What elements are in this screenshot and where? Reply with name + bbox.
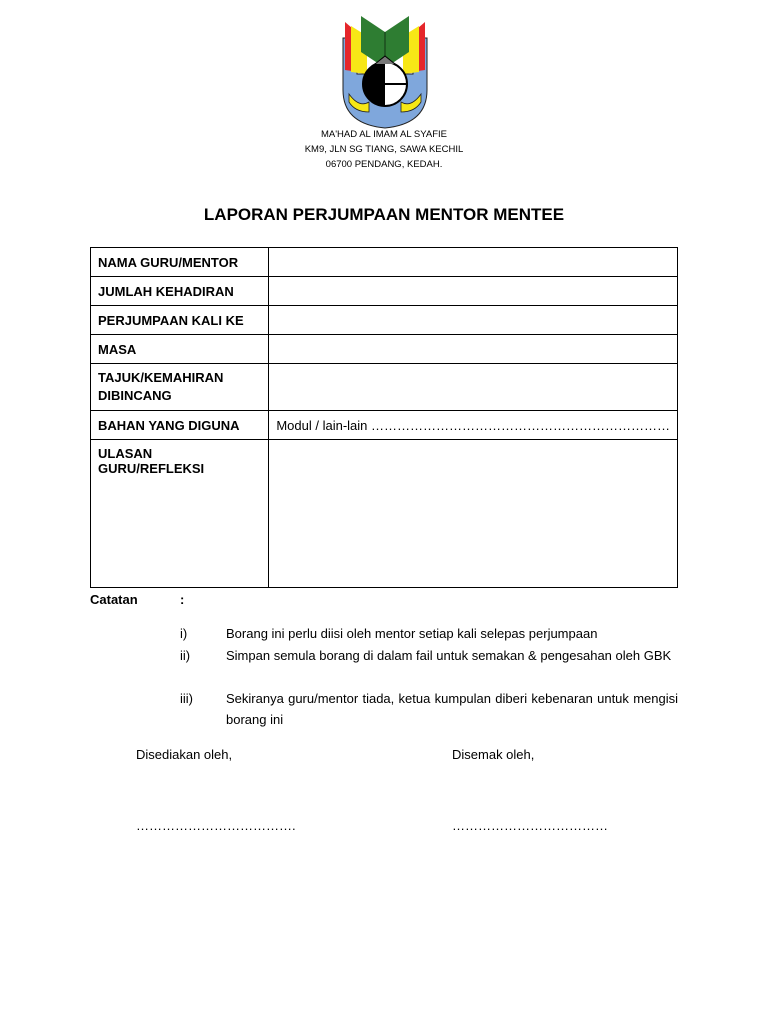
reflection-field[interactable] xyxy=(269,440,678,588)
note-item xyxy=(180,688,678,730)
report-form-table xyxy=(90,247,678,588)
materials-field[interactable]: Modul / lain-lain …………………………………………………………… xyxy=(269,411,678,440)
form-row-topic xyxy=(91,364,678,411)
checked-by-signature-line[interactable]: ……………………………… xyxy=(452,818,608,833)
prepared-by-signature-line[interactable]: ………………………………. xyxy=(136,818,296,833)
row-label: NAMA GURU/MENTOR xyxy=(91,248,269,277)
meeting-number-field[interactable] xyxy=(269,306,678,335)
address-line-2: 06700 PENDANG, KEDAH. xyxy=(325,159,443,170)
school-crest-logo xyxy=(339,12,431,130)
address-line-1: KM9, JLN SG TIANG, SAWA KECHIL xyxy=(304,144,464,155)
row-label: TAJUK/KEMAHIRAN DIBINCANG xyxy=(91,364,269,411)
note-text: Sekiranya guru/mentor tiada, ketua kumpulan diberi kebenaran untuk mengisi borang ini xyxy=(226,691,678,727)
school-name: MA'HAD AL IMAM AL SYAFIE xyxy=(320,129,448,140)
row-label: PERJUMPAAN KALI KE xyxy=(91,306,269,335)
row-label: BAHAN YANG DIGUNA xyxy=(91,411,269,440)
topic-field[interactable] xyxy=(269,364,678,411)
mentor-name-field[interactable] xyxy=(269,248,678,277)
prepared-by-label: Disediakan oleh, xyxy=(136,747,233,762)
note-number: iii) xyxy=(180,691,193,706)
row-label: ULASAN GURU/REFLEKSI xyxy=(91,440,269,588)
form-row-meeting-number xyxy=(91,306,678,335)
form-row-reflection xyxy=(91,440,678,588)
note-number: i) xyxy=(180,626,188,641)
form-row-attendance xyxy=(91,277,678,306)
notes-label: Catatan xyxy=(90,592,138,607)
note-text: Simpan semula borang di dalam fail untuk semakan & pengesahan oleh GBK xyxy=(226,648,672,663)
form-row-materials xyxy=(91,411,678,440)
note-number: ii) xyxy=(180,648,191,663)
time-field[interactable] xyxy=(269,335,678,364)
form-row-time xyxy=(91,335,678,364)
note-item xyxy=(180,645,678,687)
note-text: Borang ini perlu diisi oleh mentor setiap kali selepas perjumpaan xyxy=(226,626,598,641)
row-label: JUMLAH KEHADIRAN xyxy=(91,277,269,306)
document-title: LAPORAN PERJUMPAAN MENTOR MENTEE xyxy=(203,205,565,224)
row-label: MASA xyxy=(91,335,269,364)
note-item xyxy=(180,623,678,644)
attendance-field[interactable] xyxy=(269,277,678,306)
form-row-mentor-name xyxy=(91,248,678,277)
notes-colon: : xyxy=(180,592,185,607)
checked-by-label: Disemak oleh, xyxy=(452,747,535,762)
